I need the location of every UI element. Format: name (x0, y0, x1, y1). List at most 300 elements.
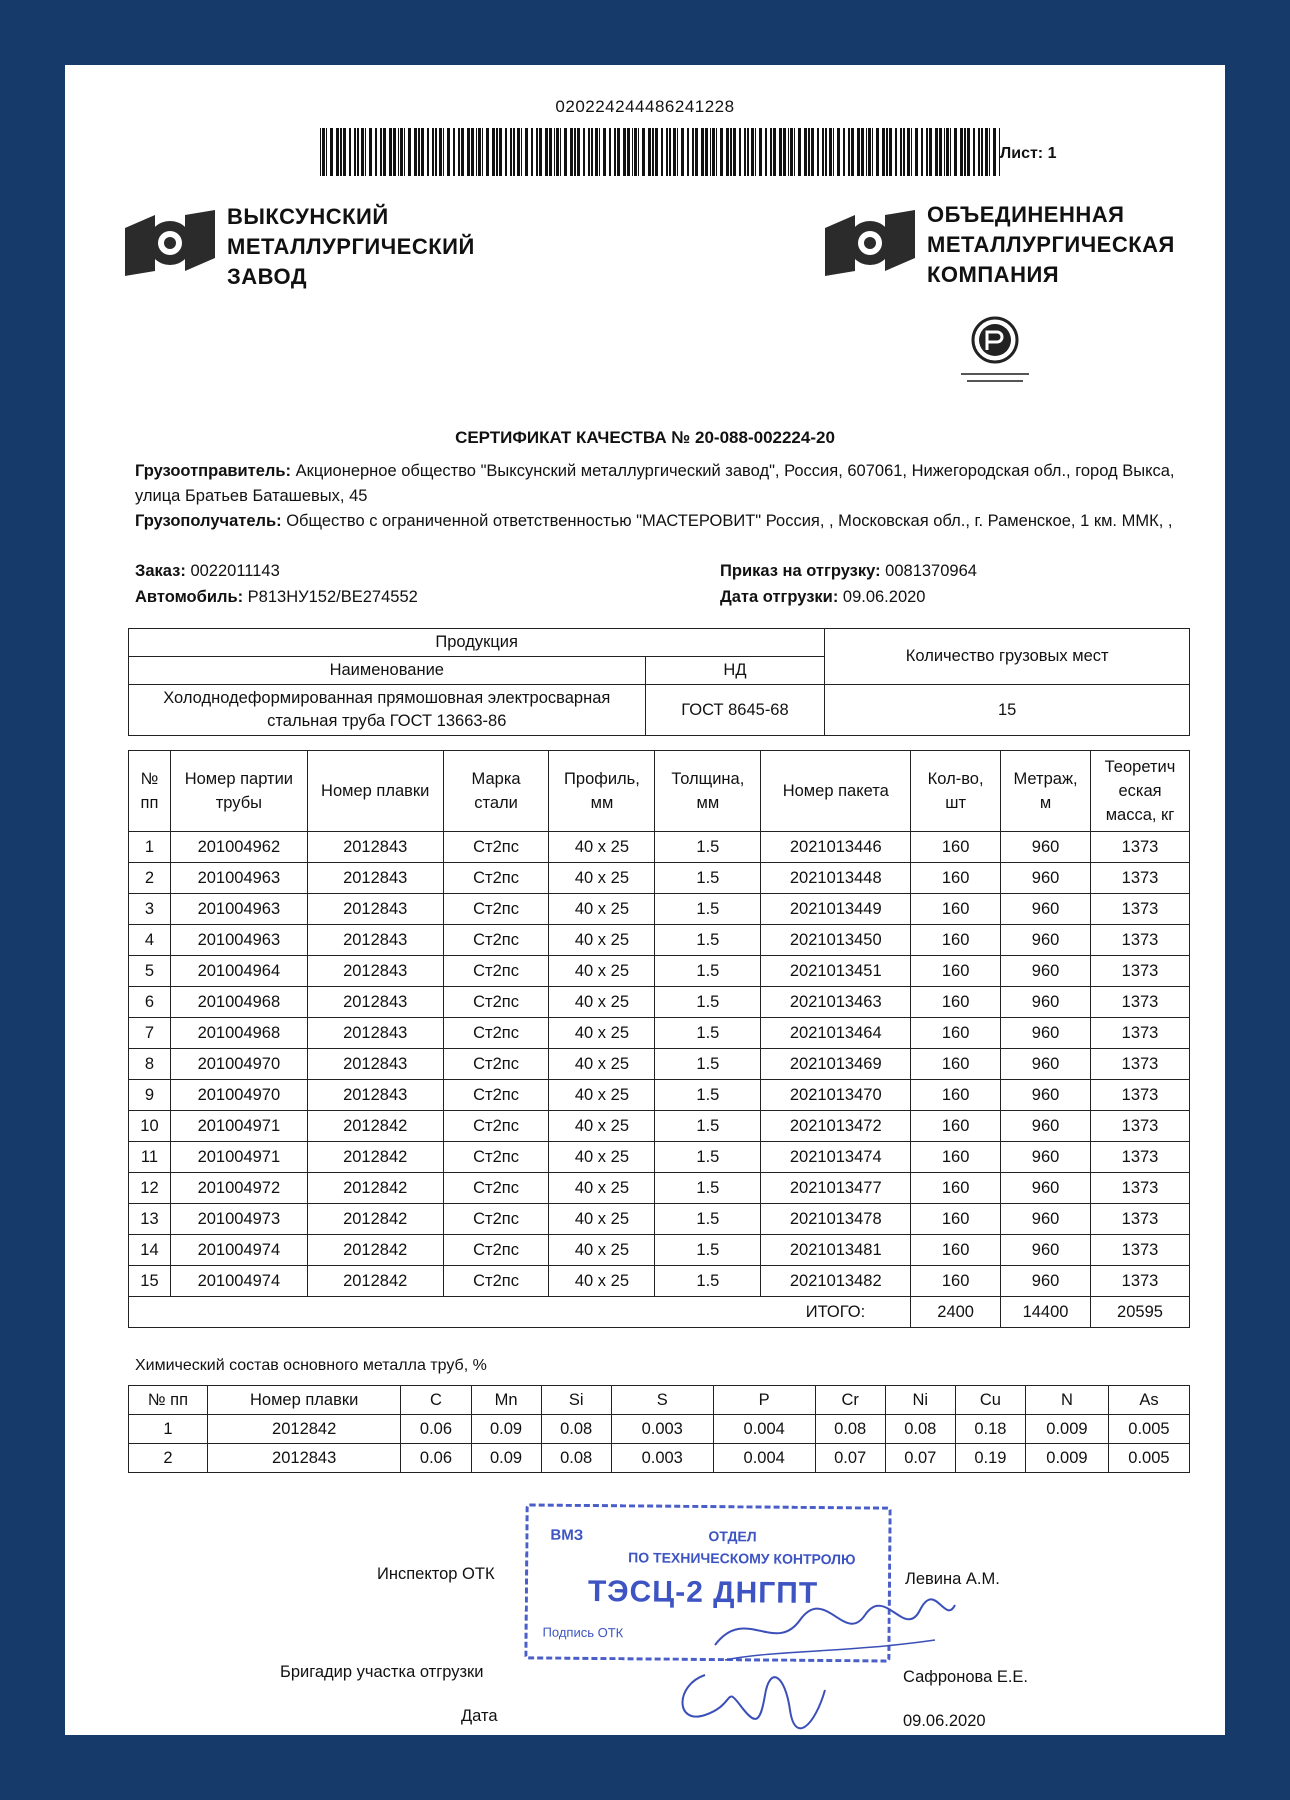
barcode-bar (505, 128, 507, 176)
items-cell: 201004964 (170, 956, 307, 987)
chem-cell: 2 (129, 1444, 208, 1473)
items-cell: 160 (911, 1018, 1001, 1049)
barcode-bar (330, 128, 333, 176)
items-header-cell (911, 751, 1001, 832)
items-header-row (129, 751, 1190, 832)
items-cell: 1373 (1091, 1111, 1190, 1142)
items-cell: 11 (129, 1142, 171, 1173)
rst-certification-mark-icon (955, 310, 1035, 385)
chem-header-cell: № пп (129, 1386, 208, 1415)
product-header: Продукция (129, 629, 825, 657)
barcode-bar (833, 128, 834, 176)
barcode-bar (788, 128, 789, 176)
foreman-label: Бригадир участка отгрузки (280, 1663, 484, 1681)
chem-cell: 0.003 (611, 1444, 713, 1473)
items-cell: 2021013464 (761, 1018, 911, 1049)
items-cell: Ст2пс (443, 987, 549, 1018)
items-cell: Ст2пс (443, 863, 549, 894)
barcode-bar (655, 128, 658, 176)
foreman-name: Сафронова Е.Е. (903, 1668, 1029, 1686)
items-cell: 960 (1001, 1235, 1091, 1266)
barcode-bar (354, 128, 356, 176)
items-row (129, 894, 1190, 925)
barcode-bar (900, 128, 902, 176)
items-header-line: пп (140, 794, 159, 812)
barcode-bar (389, 128, 392, 176)
items-header-line: трубы (215, 794, 263, 812)
barcode-bar (677, 128, 678, 176)
items-cell: 160 (911, 1266, 1001, 1297)
chem-cell: 0.005 (1108, 1444, 1189, 1473)
barcode-bar (876, 128, 879, 176)
items-cell: 40 x 25 (549, 1049, 655, 1080)
barcode-bar (829, 128, 832, 176)
barcode-bar (467, 128, 470, 176)
items-row (129, 1018, 1190, 1049)
items-cell: 2021013469 (761, 1049, 911, 1080)
items-cell: 160 (911, 925, 1001, 956)
barcode-bar (408, 128, 411, 176)
items-cell: 1.5 (655, 1266, 761, 1297)
items-header-cell (655, 751, 761, 832)
vmz-logo-line: МЕТАЛЛУРГИЧЕСКИЙ (227, 234, 475, 259)
items-cell: 1.5 (655, 1111, 761, 1142)
items-row (129, 1080, 1190, 1111)
items-cell: Ст2пс (443, 1204, 549, 1235)
barcode-bar (521, 128, 522, 176)
barcode-bar (554, 128, 555, 176)
stamp-code: ТЭСЦ-2 ДНГПТ (587, 1574, 819, 1610)
chem-header-cell: Номер плавки (207, 1386, 400, 1415)
items-cell: 160 (911, 987, 1001, 1018)
order-label: Заказ: (135, 562, 186, 580)
omk-logo-text (927, 200, 1175, 290)
items-cell: 1373 (1091, 1235, 1190, 1266)
barcode-bar (911, 128, 912, 176)
chem-header-cell: C (401, 1386, 471, 1415)
items-cell: 1373 (1091, 956, 1190, 987)
items-header-line: Профиль, (564, 770, 640, 788)
items-cell: 40 x 25 (549, 1080, 655, 1111)
items-cell: 2012842 (307, 1111, 443, 1142)
items-cell: 1.5 (655, 832, 761, 863)
barcode-bar (973, 128, 975, 176)
items-cell: 201004970 (170, 1049, 307, 1080)
barcode-bar (851, 128, 854, 176)
items-cell: Ст2пс (443, 1142, 549, 1173)
barcode-bar (692, 128, 694, 176)
items-cell: 1373 (1091, 1173, 1190, 1204)
vehicle-value: Р813НУ152/ВЕ274552 (243, 588, 418, 606)
items-cell: 40 x 25 (549, 832, 655, 863)
barcode-bar (946, 128, 949, 176)
barcode-bar (773, 128, 776, 176)
barcode-bar (326, 128, 327, 176)
items-cell: 201004963 (170, 925, 307, 956)
items-cell: 1373 (1091, 863, 1190, 894)
barcode-bar (817, 128, 819, 176)
barcode-bar (486, 128, 489, 176)
stamp-dept-line: ПО ТЕХНИЧЕСКОМУ КОНТРОЛЮ (628, 1549, 856, 1568)
barcode-bar (669, 128, 671, 176)
barcode-bar (726, 128, 729, 176)
items-cell: 40 x 25 (549, 863, 655, 894)
vehicle-info (135, 585, 635, 610)
items-cell: 201004973 (170, 1204, 307, 1235)
barcode-bar (716, 128, 717, 176)
barcode-bar (857, 128, 860, 176)
barcode-bar (701, 128, 704, 176)
barcode-bar (447, 128, 450, 176)
barcode-bar (642, 128, 645, 176)
barcode-bar (418, 128, 420, 176)
barcode-number: 020224244486241228 (555, 97, 735, 116)
items-row (129, 925, 1190, 956)
omk-logo-line: МЕТАЛЛУРГИЧЕСКАЯ (927, 232, 1175, 257)
items-cell: 1 (129, 832, 171, 863)
items-cell: 2012843 (307, 987, 443, 1018)
barcode-bar (574, 128, 576, 176)
barcode-bar (599, 128, 600, 176)
shipment-order-value: 0081370964 (880, 562, 977, 580)
items-cell: 2012843 (307, 1018, 443, 1049)
shipment-date-label: Дата отгрузки: (720, 588, 839, 606)
inspector-label: Инспектор ОТК (377, 1565, 495, 1583)
items-cell: 6 (129, 987, 171, 1018)
vmz-logo-line: ЗАВОД (227, 264, 308, 289)
items-cell: 960 (1001, 1142, 1091, 1173)
order-value: 0022011143 (185, 562, 280, 580)
nd-value: ГОСТ 8645-68 (645, 685, 825, 736)
barcode-bar (453, 128, 455, 176)
barcode-bar (794, 128, 795, 176)
chem-table (128, 1385, 1190, 1473)
barcode-bar (808, 128, 810, 176)
barcode-bar (954, 128, 957, 176)
items-cell: 1.5 (655, 987, 761, 1018)
barcode-bar (730, 128, 732, 176)
total-label: ИТОГО: (129, 1297, 911, 1328)
items-cell: 960 (1001, 832, 1091, 863)
items-header-cell (170, 751, 307, 832)
items-cell: 201004974 (170, 1235, 307, 1266)
items-cell: Ст2пс (443, 1266, 549, 1297)
items-cell: 201004962 (170, 832, 307, 863)
items-cell: 2021013448 (761, 863, 911, 894)
barcode-bar (393, 128, 396, 176)
chem-header-cell: N (1025, 1386, 1108, 1415)
barcode-bar (804, 128, 807, 176)
total-qty: 2400 (911, 1297, 1001, 1328)
barcode-bar (744, 128, 746, 176)
barcode-bar (681, 128, 684, 176)
barcode-bar (383, 128, 386, 176)
barcode-bar (525, 128, 528, 176)
barcode-bar (513, 128, 515, 176)
items-cell: Ст2пс (443, 1018, 549, 1049)
items-table (128, 750, 1190, 1328)
items-row (129, 863, 1190, 894)
barcode-bar (648, 128, 651, 176)
items-cell: 40 x 25 (549, 1266, 655, 1297)
barcode-bar (614, 128, 616, 176)
items-cell: 201004972 (170, 1173, 307, 1204)
barcode-bar (461, 128, 464, 176)
items-header-line: Метраж, (1013, 770, 1078, 788)
barcode-bar (944, 128, 945, 176)
items-cell: 2021013470 (761, 1080, 911, 1111)
items-cell: 3 (129, 894, 171, 925)
barcode-bar (439, 128, 442, 176)
chem-cell: 0.009 (1025, 1444, 1108, 1473)
items-cell: 1373 (1091, 1204, 1190, 1235)
chem-cell: 0.08 (541, 1444, 611, 1473)
barcode-bar (733, 128, 736, 176)
items-cell: 2012842 (307, 1235, 443, 1266)
items-cell: 1373 (1091, 1018, 1190, 1049)
barcode-bar (380, 128, 382, 176)
items-cell: 201004963 (170, 894, 307, 925)
consignee-info (135, 509, 1175, 534)
barcode-bar (926, 128, 928, 176)
barcode-bar (661, 128, 663, 176)
chem-header-cell: Ni (885, 1386, 955, 1415)
items-cell: 1.5 (655, 925, 761, 956)
items-header-cell (1001, 751, 1091, 832)
stamp-sign-line: Подпись ОТК (542, 1624, 624, 1641)
items-cell: 2021013446 (761, 832, 911, 863)
items-cell: Ст2пс (443, 956, 549, 987)
barcode-bar (939, 128, 942, 176)
product-name-line: Холоднодеформированная прямошовная электросварная (163, 689, 611, 707)
chem-cell: 0.07 (815, 1444, 885, 1473)
inspector-name: Левина А.М. (905, 1570, 1000, 1588)
items-cell: 40 x 25 (549, 1018, 655, 1049)
barcode-bar (322, 128, 325, 176)
items-cell: 201004971 (170, 1111, 307, 1142)
barcode-bar (564, 128, 567, 176)
items-cell: 160 (911, 1204, 1001, 1235)
items-cell: 2012842 (307, 1266, 443, 1297)
barcode-bar (583, 128, 585, 176)
items-cell: Ст2пс (443, 1049, 549, 1080)
items-cell: 201004968 (170, 1018, 307, 1049)
items-header-line: мм (590, 794, 614, 812)
barcode-bar (861, 128, 864, 176)
items-cell: 1.5 (655, 1235, 761, 1266)
items-cell: 1373 (1091, 894, 1190, 925)
barcode-bar (950, 128, 951, 176)
items-header-line: мм (696, 794, 720, 812)
certificate-title: СЕРТИФИКАТ КАЧЕСТВА № 20-088-002224-20 (455, 428, 835, 447)
chem-header-cell: As (1108, 1386, 1189, 1415)
omk-logo-line: ОБЪЕДИНЕННАЯ (927, 202, 1125, 227)
chem-header-row (129, 1386, 1190, 1415)
chem-cell: 0.003 (611, 1415, 713, 1444)
barcode-bar (632, 128, 633, 176)
barcode-bar (361, 128, 364, 176)
omk-logo-icon (825, 210, 915, 276)
items-cell: Ст2пс (443, 832, 549, 863)
items-header-line: шт (945, 794, 967, 812)
barcode-bar (837, 128, 840, 176)
items-cell: 2012843 (307, 832, 443, 863)
barcode-bar (539, 128, 542, 176)
barcode-bar (414, 128, 417, 176)
shipper-info (135, 459, 1175, 509)
items-header-line: Марка (471, 770, 521, 788)
items-cell: 960 (1001, 987, 1091, 1018)
barcode-bar (695, 128, 698, 176)
items-cell: 1.5 (655, 1018, 761, 1049)
barcode-bar (421, 128, 424, 176)
items-row (129, 987, 1190, 1018)
items-header-line: Кол-во, (927, 770, 984, 788)
items-cell: 960 (1001, 894, 1091, 925)
items-header-cell (129, 751, 171, 832)
items-header-line: Теоретич (1104, 758, 1176, 776)
items-cell: 960 (1001, 956, 1091, 987)
items-cell: Ст2пс (443, 1235, 549, 1266)
barcode-bar (872, 128, 873, 176)
barcode-bar (427, 128, 429, 176)
order-info (135, 559, 635, 584)
barcode-bar (673, 128, 676, 176)
chem-cell: 0.08 (815, 1415, 885, 1444)
date-value: 09.06.2020 (903, 1712, 986, 1730)
barcode-bar (978, 128, 980, 176)
items-cell: 1.5 (655, 1080, 761, 1111)
barcode-bar (993, 128, 996, 176)
items-cell: 2021013449 (761, 894, 911, 925)
items-cell: 960 (1001, 1049, 1091, 1080)
items-cell: 201004974 (170, 1266, 307, 1297)
items-cell: 160 (911, 832, 1001, 863)
items-cell: 160 (911, 1142, 1001, 1173)
items-cell: 1373 (1091, 1266, 1190, 1297)
items-cell: 12 (129, 1173, 171, 1204)
items-cell: 960 (1001, 925, 1091, 956)
chem-header-cell: P (713, 1386, 815, 1415)
barcode-bar (496, 128, 498, 176)
places-value: 15 (825, 685, 1190, 736)
items-cell: 1373 (1091, 1049, 1190, 1080)
items-cell: 2012843 (307, 894, 443, 925)
barcode-bar (471, 128, 474, 176)
items-cell: 2012843 (307, 1080, 443, 1111)
items-cell: 2021013478 (761, 1204, 911, 1235)
barcode-bar (343, 128, 346, 176)
items-cell: 1373 (1091, 925, 1190, 956)
barcode-bar (868, 128, 871, 176)
items-cell: 2 (129, 863, 171, 894)
barcode-bar (492, 128, 495, 176)
barcode-bar (545, 128, 548, 176)
barcode-bar (666, 128, 668, 176)
product-table (128, 628, 1190, 736)
barcode-bar (747, 128, 749, 176)
barcode-bar (687, 128, 689, 176)
items-cell: 10 (129, 1111, 171, 1142)
items-cell: 40 x 25 (549, 1142, 655, 1173)
barcode-bar (432, 128, 434, 176)
chem-cell: 2012843 (207, 1444, 400, 1473)
items-cell: 1.5 (655, 894, 761, 925)
barcode-bar (595, 128, 598, 176)
barcode-bar (627, 128, 630, 176)
barcode-bar (779, 128, 782, 176)
barcode-bar (560, 128, 561, 176)
items-cell: 960 (1001, 863, 1091, 894)
barcode-bar (320, 128, 321, 176)
chem-header-cell: Cu (955, 1386, 1025, 1415)
chem-cell: 0.08 (541, 1415, 611, 1444)
items-cell: 201004970 (170, 1080, 307, 1111)
total-mass: 20595 (1091, 1297, 1190, 1328)
barcode-bar (336, 128, 339, 176)
barcode-image (320, 128, 1000, 176)
product-name (129, 685, 646, 736)
items-row (129, 1142, 1190, 1173)
items-cell: 2012843 (307, 925, 443, 956)
barcode-bar (499, 128, 502, 176)
items-header-line: Номер плавки (321, 782, 430, 800)
barcode-bar (889, 128, 892, 176)
chem-cell: 0.19 (955, 1444, 1025, 1473)
stamp-dept-line: ОТДЕЛ (708, 1528, 757, 1545)
items-cell: 40 x 25 (549, 1173, 655, 1204)
items-cell: 40 x 25 (549, 1235, 655, 1266)
items-cell: 1.5 (655, 1204, 761, 1235)
barcode-bar (739, 128, 741, 176)
chem-cell: 0.08 (885, 1415, 955, 1444)
barcode-bar (443, 128, 444, 176)
barcode-bar (790, 128, 793, 176)
items-header-line: масса, кг (1105, 806, 1175, 824)
items-cell: 40 x 25 (549, 1111, 655, 1142)
chem-table-title: Химический состав основного металла труб, % (135, 1357, 487, 1374)
barcode-bar (349, 128, 351, 176)
omk-logo-line: КОМПАНИЯ (927, 262, 1060, 287)
shipper-value: Акционерное общество "Выксунский металлургический завод", Россия, 607061, Нижегородская обл., город Выкса, улица Братьев Баташевых, 45 (135, 462, 1175, 505)
items-cell: 160 (911, 863, 1001, 894)
items-header-cell (307, 751, 443, 832)
items-header-line: еская (1118, 782, 1162, 800)
chem-cell: 0.009 (1025, 1415, 1108, 1444)
chem-header-cell: Mn (471, 1386, 541, 1415)
barcode-bar (623, 128, 626, 176)
items-row (129, 1173, 1190, 1204)
barcode-bar (478, 128, 481, 176)
items-cell: 160 (911, 1080, 1001, 1111)
items-cell: 40 x 25 (549, 925, 655, 956)
date-label: Дата (461, 1707, 498, 1725)
barcode-bar (907, 128, 910, 176)
barcode-bar (357, 128, 359, 176)
barcode-bar (369, 128, 372, 176)
barcode-bar (712, 128, 715, 176)
items-cell: 15 (129, 1266, 171, 1297)
items-cell: 9 (129, 1080, 171, 1111)
places-header: Количество грузовых мест (825, 629, 1190, 685)
barcode-bar (964, 128, 966, 176)
chem-cell: 0.09 (471, 1444, 541, 1473)
barcode-bar (609, 128, 611, 176)
chem-cell: 0.06 (401, 1415, 471, 1444)
items-header-line: м (1039, 794, 1052, 812)
barcode-bar (720, 128, 723, 176)
items-row (129, 956, 1190, 987)
